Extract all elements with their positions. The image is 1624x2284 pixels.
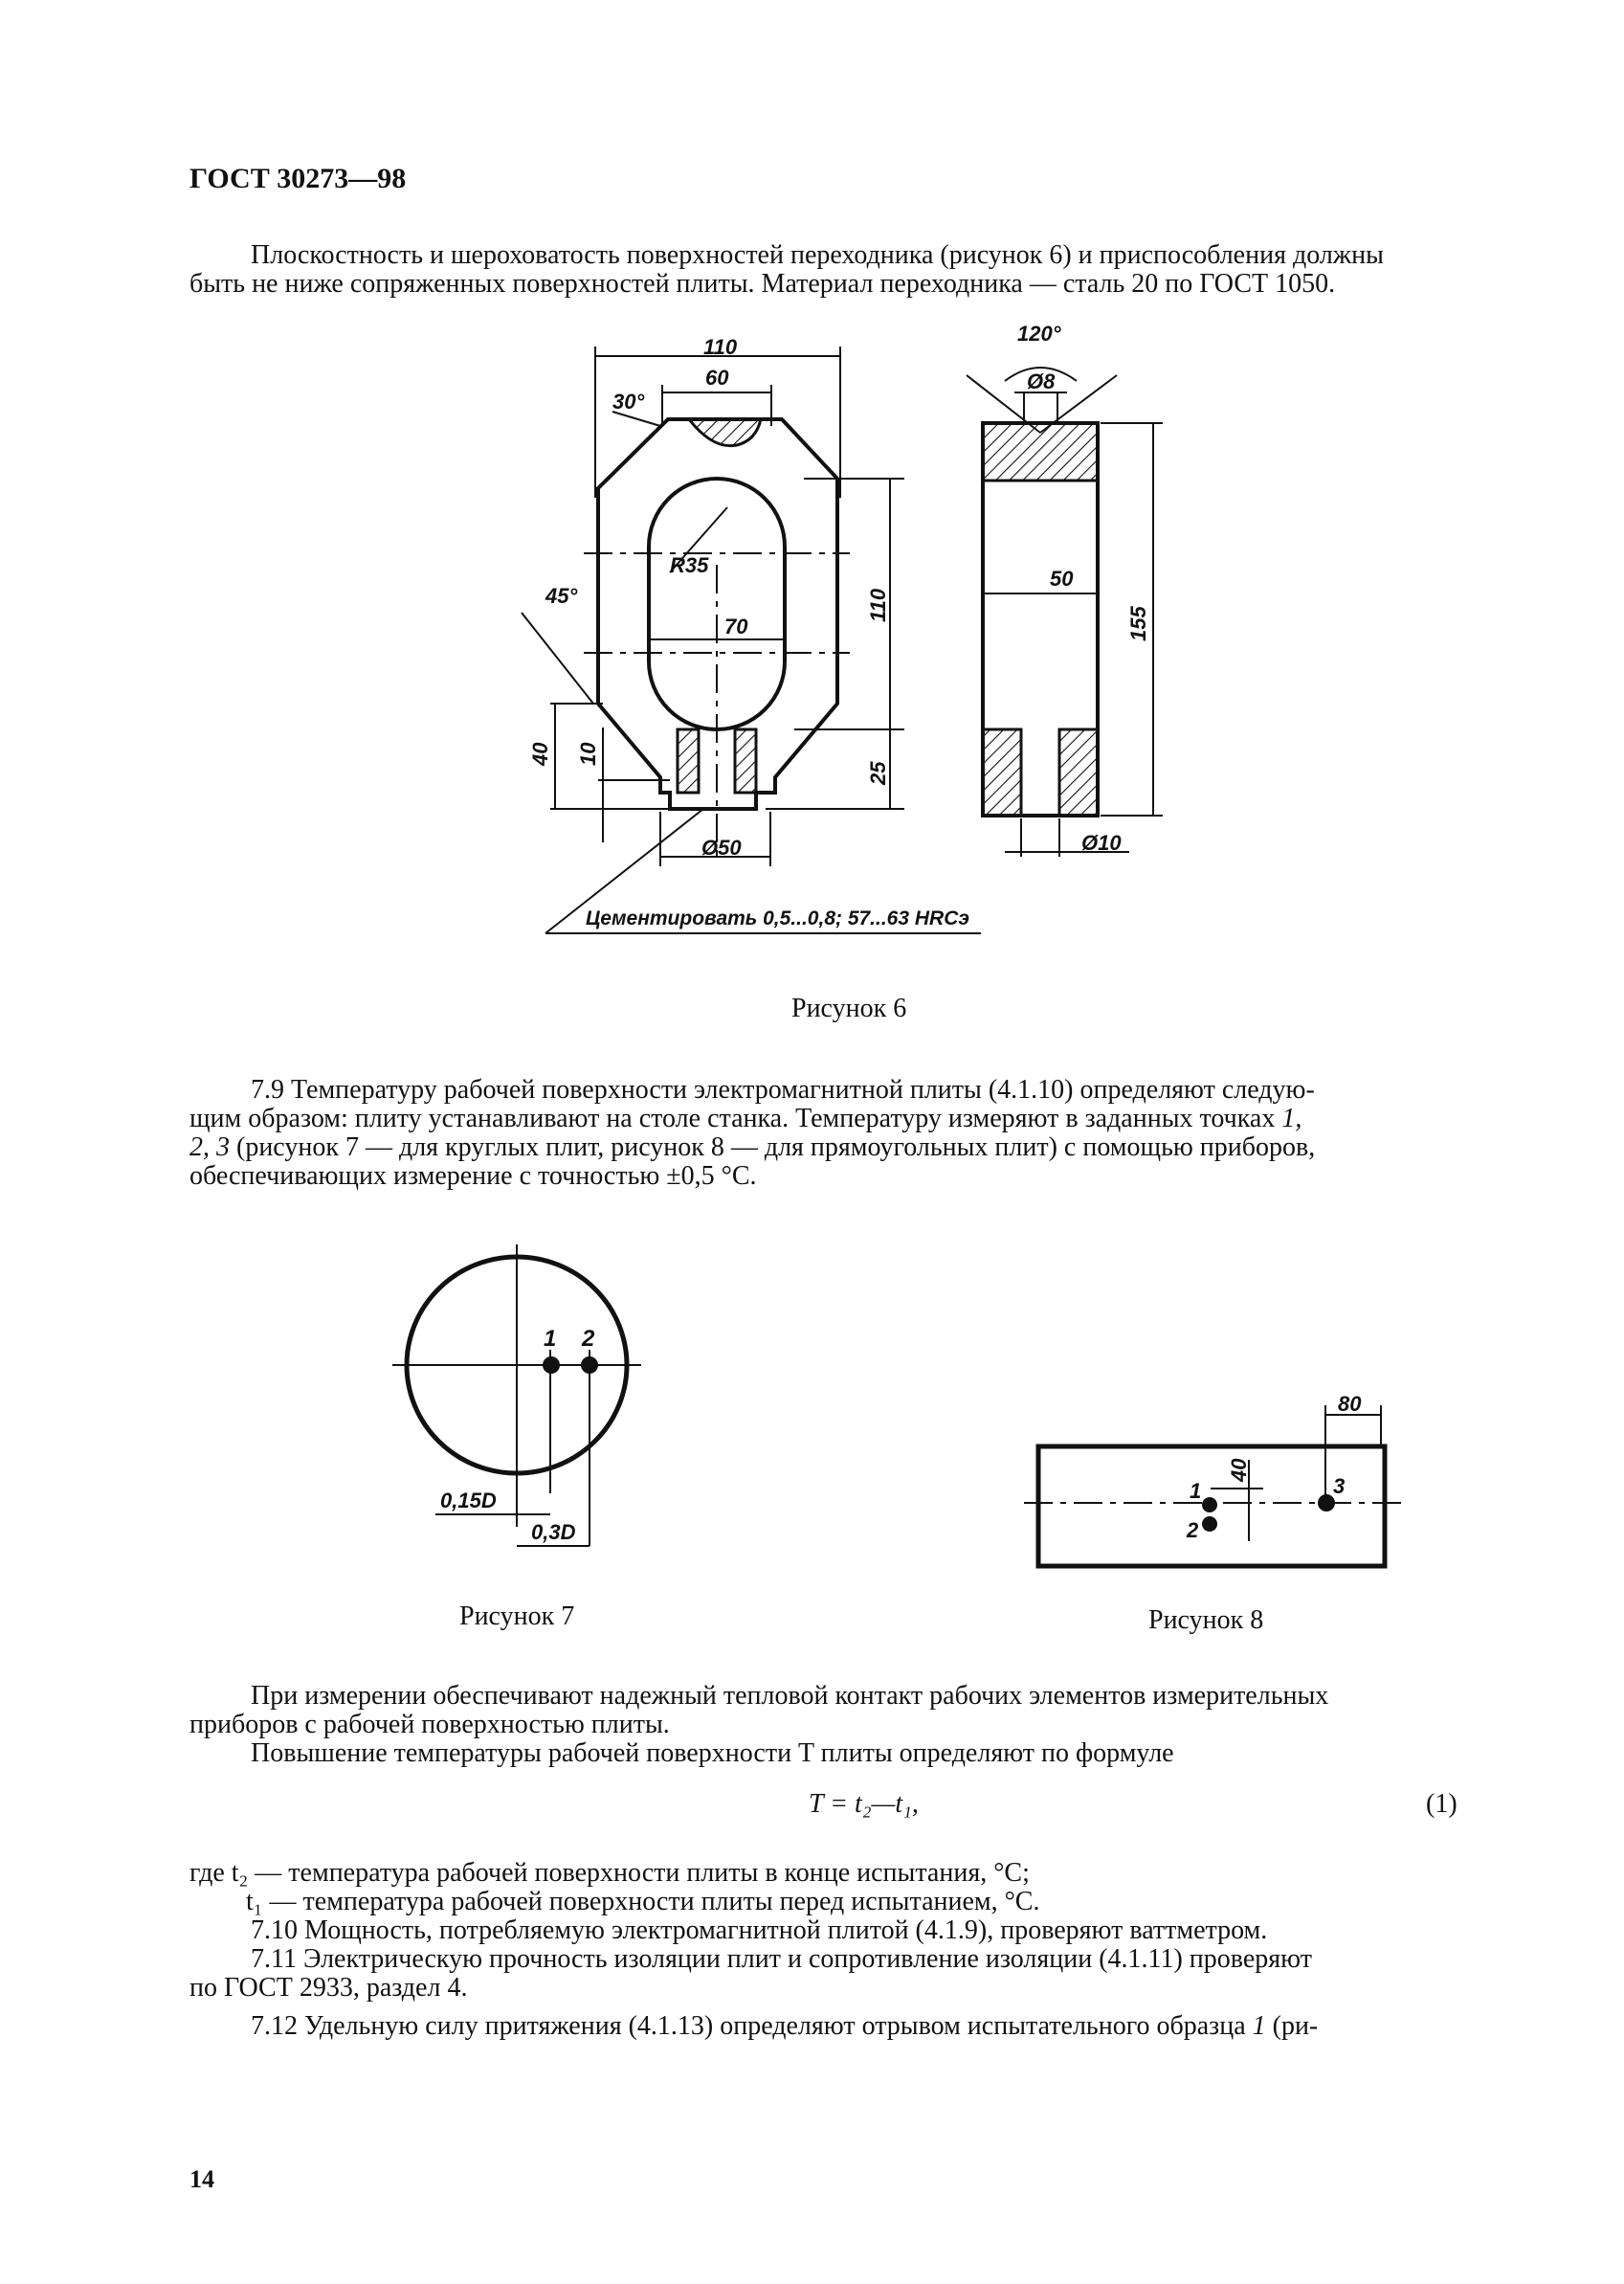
- angle-45: 45°: [545, 584, 578, 608]
- dim-diameter-50: Ø50: [701, 836, 742, 860]
- point-1-marker: [543, 1356, 560, 1374]
- s7-11-line-2: по ГОСТ 2933, раздел 4.: [189, 1973, 468, 2003]
- label-rect-point-1: 1: [1190, 1479, 1202, 1503]
- dim-60: 60: [705, 366, 729, 390]
- dim-0-3d: 0,3D: [531, 1520, 576, 1544]
- document-id: ГОСТ 30273—98: [189, 163, 407, 194]
- formula-number: (1): [1426, 1789, 1457, 1819]
- s7-12: 7.12 Удельную силу притяжения (4.1.13) определяют отрывом испытательного образца 1 (ри-: [251, 2011, 1319, 2041]
- dim-diameter-10: Ø10: [1081, 831, 1122, 855]
- where-line-1: где t₂ — температура рабочей поверхности плиты в конце испытания, °С;: [189, 1858, 1030, 1888]
- label-rect-point-3: 3: [1333, 1474, 1346, 1498]
- dim-155: 155: [1126, 606, 1150, 641]
- dim-50: 50: [1050, 567, 1074, 591]
- intro-line-2: быть не ниже сопряженных поверхностей плиты. Материал переходника — сталь 20 по ГОСТ 1050.: [189, 269, 1336, 299]
- formula: T = t₂—t₁,: [809, 1789, 919, 1819]
- radius-r35: R35: [670, 553, 709, 577]
- measurement-line-1: При измерении обеспечивают надежный тепловой контакт рабочих элементов измерительных: [251, 1681, 1329, 1711]
- figure-7-caption: Рисунок 7: [459, 1601, 575, 1631]
- angle-30: 30°: [612, 390, 645, 414]
- dim-25: 25: [866, 761, 890, 785]
- angle-120: 120°: [1017, 322, 1061, 346]
- dim-110-right: 110: [866, 588, 890, 622]
- label-rect-point-2: 2: [1187, 1518, 1199, 1542]
- label-point-1: 1: [544, 1326, 557, 1352]
- s7-9-line-2: щим образом: плиту устанавливают на столе станка. Температуру измеряют в заданных точках 1,: [189, 1104, 1302, 1133]
- dim-diameter-8: Ø8: [1027, 369, 1056, 393]
- dim-40: 40: [528, 742, 552, 766]
- dim-70: 70: [724, 615, 748, 638]
- s7-10: 7.10 Мощность, потребляемую электромагнитной плитой (4.1.9), проверяют ваттметром.: [251, 1915, 1268, 1945]
- dim-40-fig8: 40: [1227, 1458, 1251, 1482]
- s7-9-line-3: 2, 3 (рисунок 7 — для круглых плит, рисунок 8 — для прямоугольных плит) с помощью приборов,: [189, 1132, 1316, 1162]
- rect-point-1-marker: [1202, 1497, 1217, 1512]
- where-line-2: t₁ — температура рабочей поверхности плиты перед испытанием, °С.: [246, 1887, 1040, 1916]
- measurement-line-2: приборов с рабочей поверхностью плиты.: [189, 1710, 670, 1739]
- s7-11-line-1: 7.11 Электрическую прочность изоляции плит и сопротивление изоляции (4.1.11) проверяют: [251, 1944, 1312, 1974]
- figure-8-drawing: [1024, 1405, 1402, 1566]
- figure-6-caption: Рисунок 6: [791, 994, 907, 1023]
- intro-line-1: Плоскостность и шероховатость поверхностей переходника (рисунок 6) и приспособления должны: [251, 240, 1384, 270]
- measurement-line-3: Повышение температуры рабочей поверхности T плиты определяют по формуле: [251, 1738, 1174, 1768]
- dim-110-top: 110: [703, 335, 738, 359]
- s7-9-line-4: обеспечивающих измерение с точностью ±0,5 °С.: [189, 1161, 757, 1191]
- dim-80: 80: [1338, 1392, 1362, 1416]
- rect-point-2-marker: [1202, 1516, 1217, 1532]
- dim-0-15d: 0,15D: [440, 1489, 497, 1512]
- dim-10: 10: [576, 742, 600, 766]
- s7-9-line-1: 7.9 Температуру рабочей поверхности электромагнитной плиты (4.1.10) определяют следую-: [251, 1075, 1315, 1105]
- page-number: 14: [189, 2165, 214, 2193]
- point-2-marker: [581, 1356, 598, 1374]
- label-point-2: 2: [582, 1326, 595, 1352]
- figure-7-drawing: [392, 1244, 641, 1546]
- cementation-note: Цементировать 0,5...0,8; 57...63 HRCэ: [586, 907, 969, 929]
- figure-8-caption: Рисунок 8: [1148, 1605, 1264, 1635]
